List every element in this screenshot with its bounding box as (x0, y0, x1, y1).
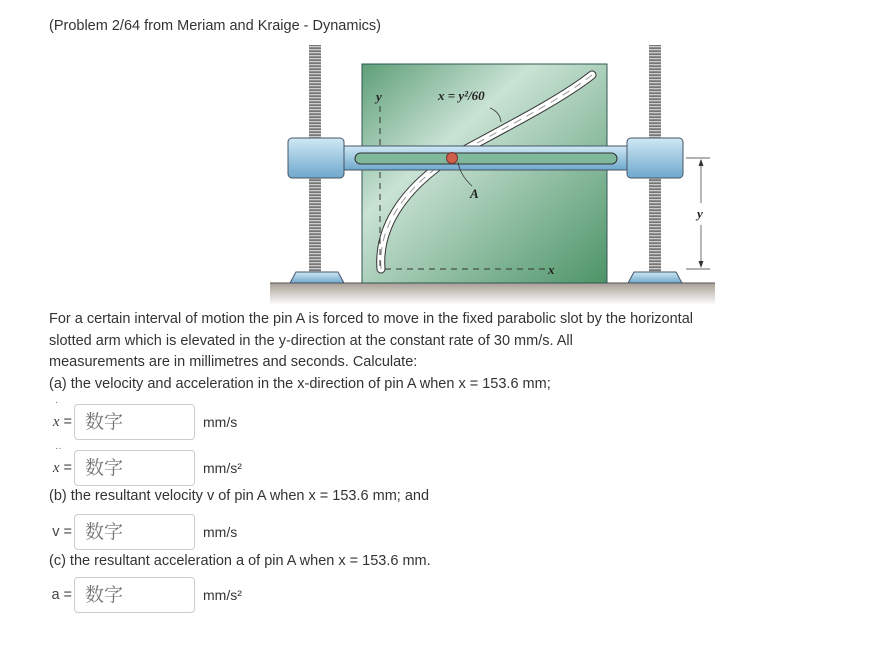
answer-label: x = (52, 413, 72, 430)
unit-label: mm/s (203, 414, 238, 430)
answer-row-xddot (46, 450, 242, 486)
answer-row-a (46, 577, 242, 613)
xddot-input[interactable] (74, 450, 195, 486)
problem-line: measurements are in millimetres and seconds. Calculate: (49, 354, 418, 370)
figure-equation: x = y²/60 (438, 88, 485, 103)
v-input[interactable] (74, 514, 195, 550)
figure-y-axis-label: y (376, 89, 382, 104)
figure-pin-label: A (470, 186, 479, 201)
unit-label: mm/s (203, 524, 238, 540)
problem-source: (Problem 2/64 from Meriam and Kraige - Dynamics) (49, 18, 381, 34)
unit-label: mm/s² (203, 460, 242, 476)
answer-label: x = (52, 459, 72, 476)
answer-label: a = (51, 587, 72, 603)
problem-statement (49, 309, 749, 395)
xdot-input[interactable] (74, 404, 195, 440)
answer-row-v (46, 514, 237, 550)
part-c-text: (c) the resultant acceleration a of pin A when x = 153.6 mm. (49, 553, 431, 569)
double-dot-accent-icon: ·· (55, 443, 62, 454)
answer-label: v = (52, 524, 72, 540)
unit-label: mm/s² (203, 587, 242, 603)
problem-figure (270, 40, 720, 305)
dot-accent-icon: · (55, 397, 59, 408)
problem-line: (a) the velocity and acceleration in the x-direction of pin A when x = 153.6 mm; (49, 375, 551, 392)
problem-line: slotted arm which is elevated in the y-direction at the constant rate of 30 mm/s. All (49, 332, 573, 349)
figure-dimension-label: y (697, 206, 703, 221)
a-input[interactable] (74, 577, 195, 613)
figure-x-axis-label: x (548, 262, 555, 277)
answer-row-xdot (46, 404, 237, 440)
problem-line: For a certain interval of motion the pin A is forced to move in the fixed parabolic slot by the horizontal (49, 311, 693, 327)
part-b-text: (b) the resultant velocity v of pin A when x = 153.6 mm; and (49, 488, 430, 504)
